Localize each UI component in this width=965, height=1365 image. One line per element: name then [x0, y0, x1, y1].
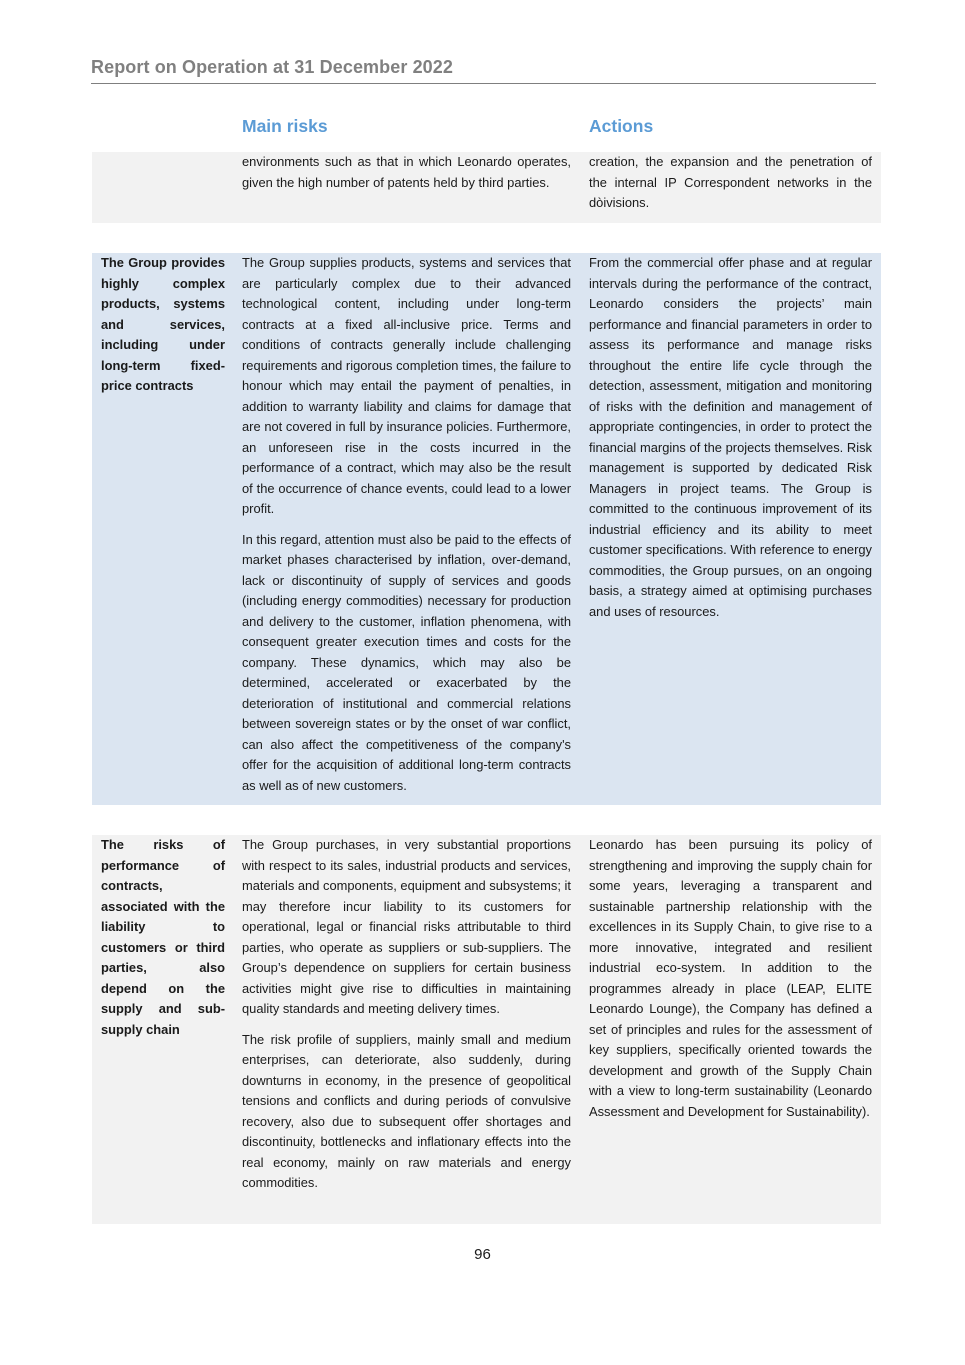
actions-heading: Actions: [589, 116, 654, 136]
risk-row-continuation: [92, 152, 881, 223]
action-paragraph: Leonardo has been pursuing its policy of strengthening and improving the supply chain for some years, leveraging a transparent and sustainable partnership relationship with the excellences in its Supply Chain, to give rise to a more innovative, integrated and resilient industrial eco-system. In addition to the programmes already in place (LEAP, ELITE Leonardo Lounge), the Company has defined a set of principles and rules for the assessment of key suppliers, specifically oriented towards the development and growth of the Supply Chain with a view to long-term sustainability (Leonardo Assessment and Development for Sustainability).: [589, 837, 872, 1119]
risk-paragraph: environments such as that in which Leonardo operates, given the high number of patents held by third parties.: [242, 154, 571, 190]
risk-title: [101, 253, 225, 397]
risk-description: [242, 835, 571, 1194]
risk-description: [242, 152, 571, 193]
risk-paragraph: The Group supplies products, systems and services that are particularly complex due to their advanced technological content, including under long-term contracts at a fixed all-inclusive price. Terms and conditions of contracts generally include challenging requirements and rigorous completion times, the failure to honour which may entail the payment of penalties, in addition to warranty liability and claims for damage that are not covered in full by insurance policies. Furthermore, an unforeseen rise in the costs incurred in the performance of a contract, which may also be the result of the occurrence of chance events, could lead to a lower profit.: [242, 255, 571, 516]
column-headings: [0, 116, 965, 140]
risk-row-complex-products: [92, 253, 881, 805]
risk-row-supply-chain: [92, 835, 881, 1224]
report-header: [91, 57, 876, 84]
action-paragraph: creation, the expansion and the penetration of the internal IP Correspondent networks in the dòivisions.: [589, 154, 872, 210]
risk-title: [101, 835, 225, 1040]
report-title: Report on Operation at 31 December 2022: [91, 57, 454, 77]
risk-description: [242, 253, 571, 796]
risk-paragraph: The risk profile of suppliers, mainly small and medium enterprises, can deteriorate, also suddenly, during downturns in economy, in the presence of geopolitical tensions and conflicts and during periods of convulsive recovery, also due to subsequent offer shortages and discontinuity, bottlenecks and inflationary effects into the real economy, mainly on raw materials and energy commodities.: [242, 1031, 571, 1190]
risk-title-text: The risks of performance of contracts, associated with the liability to customers or third parties, also depend on the supply and sub-supply chain: [101, 837, 225, 1037]
action-description: [589, 835, 872, 1122]
action-description: [589, 152, 872, 214]
page-number: 96: [474, 1246, 491, 1263]
risk-title-text: The Group provides highly complex products, systems and services, including under long-term fixed-price contracts: [101, 255, 225, 393]
action-paragraph: From the commercial offer phase and at regular intervals during the performance of the contract, Leonardo considers the projects’ main performance and financial parameters in order to assess its performance and manage risks throughout the entire life cycle through the detection, assessment, mitigation and monitoring of risks with the definition and management of appropriate contingencies, in order to protect the financial margins of the projects themselves. Risk management is supported by dedicated Risk Managers in project teams. The Group is committed to the continuous improvement of its industrial efficiency and its ability to meet customer specifications. With reference to energy commodities, the Group pursues, on an ongoing basis, a strategy aimed at optimising purchases and uses of resources.: [589, 255, 872, 619]
risk-paragraph: The Group purchases, in very substantial proportions with respect to its sales, industrial products and services, materials and components, equipment and subsystems; it may therefore incur liability to its customers for operational, legal or financial risks attributable to third parties, who operate as suppliers or sub-suppliers. The Group’s dependence on suppliers for certain business activities might give rise to difficulties in maintaining quality standards and meeting delivery times.: [242, 837, 571, 1016]
risk-paragraph: In this regard, attention must also be paid to the effects of market phases characterised by inflation, over-demand, lack or discontinuity of supply of services and goods (including energy commodities) necessary for production and delivery to the customer, inflation phenomena, with consequent greater execution times and costs for the company. These dynamics, which may also be determined, accelerated or exacerbated by the deterioration of institutional and commercial relations between sovereign states or by the onset of war conflict, can also affect the competitiveness of the company's offer for the acquisition of additional long-term contracts as well as of new customers.: [242, 531, 571, 793]
main-risks-heading: Main risks: [242, 116, 328, 136]
action-description: [589, 253, 872, 622]
